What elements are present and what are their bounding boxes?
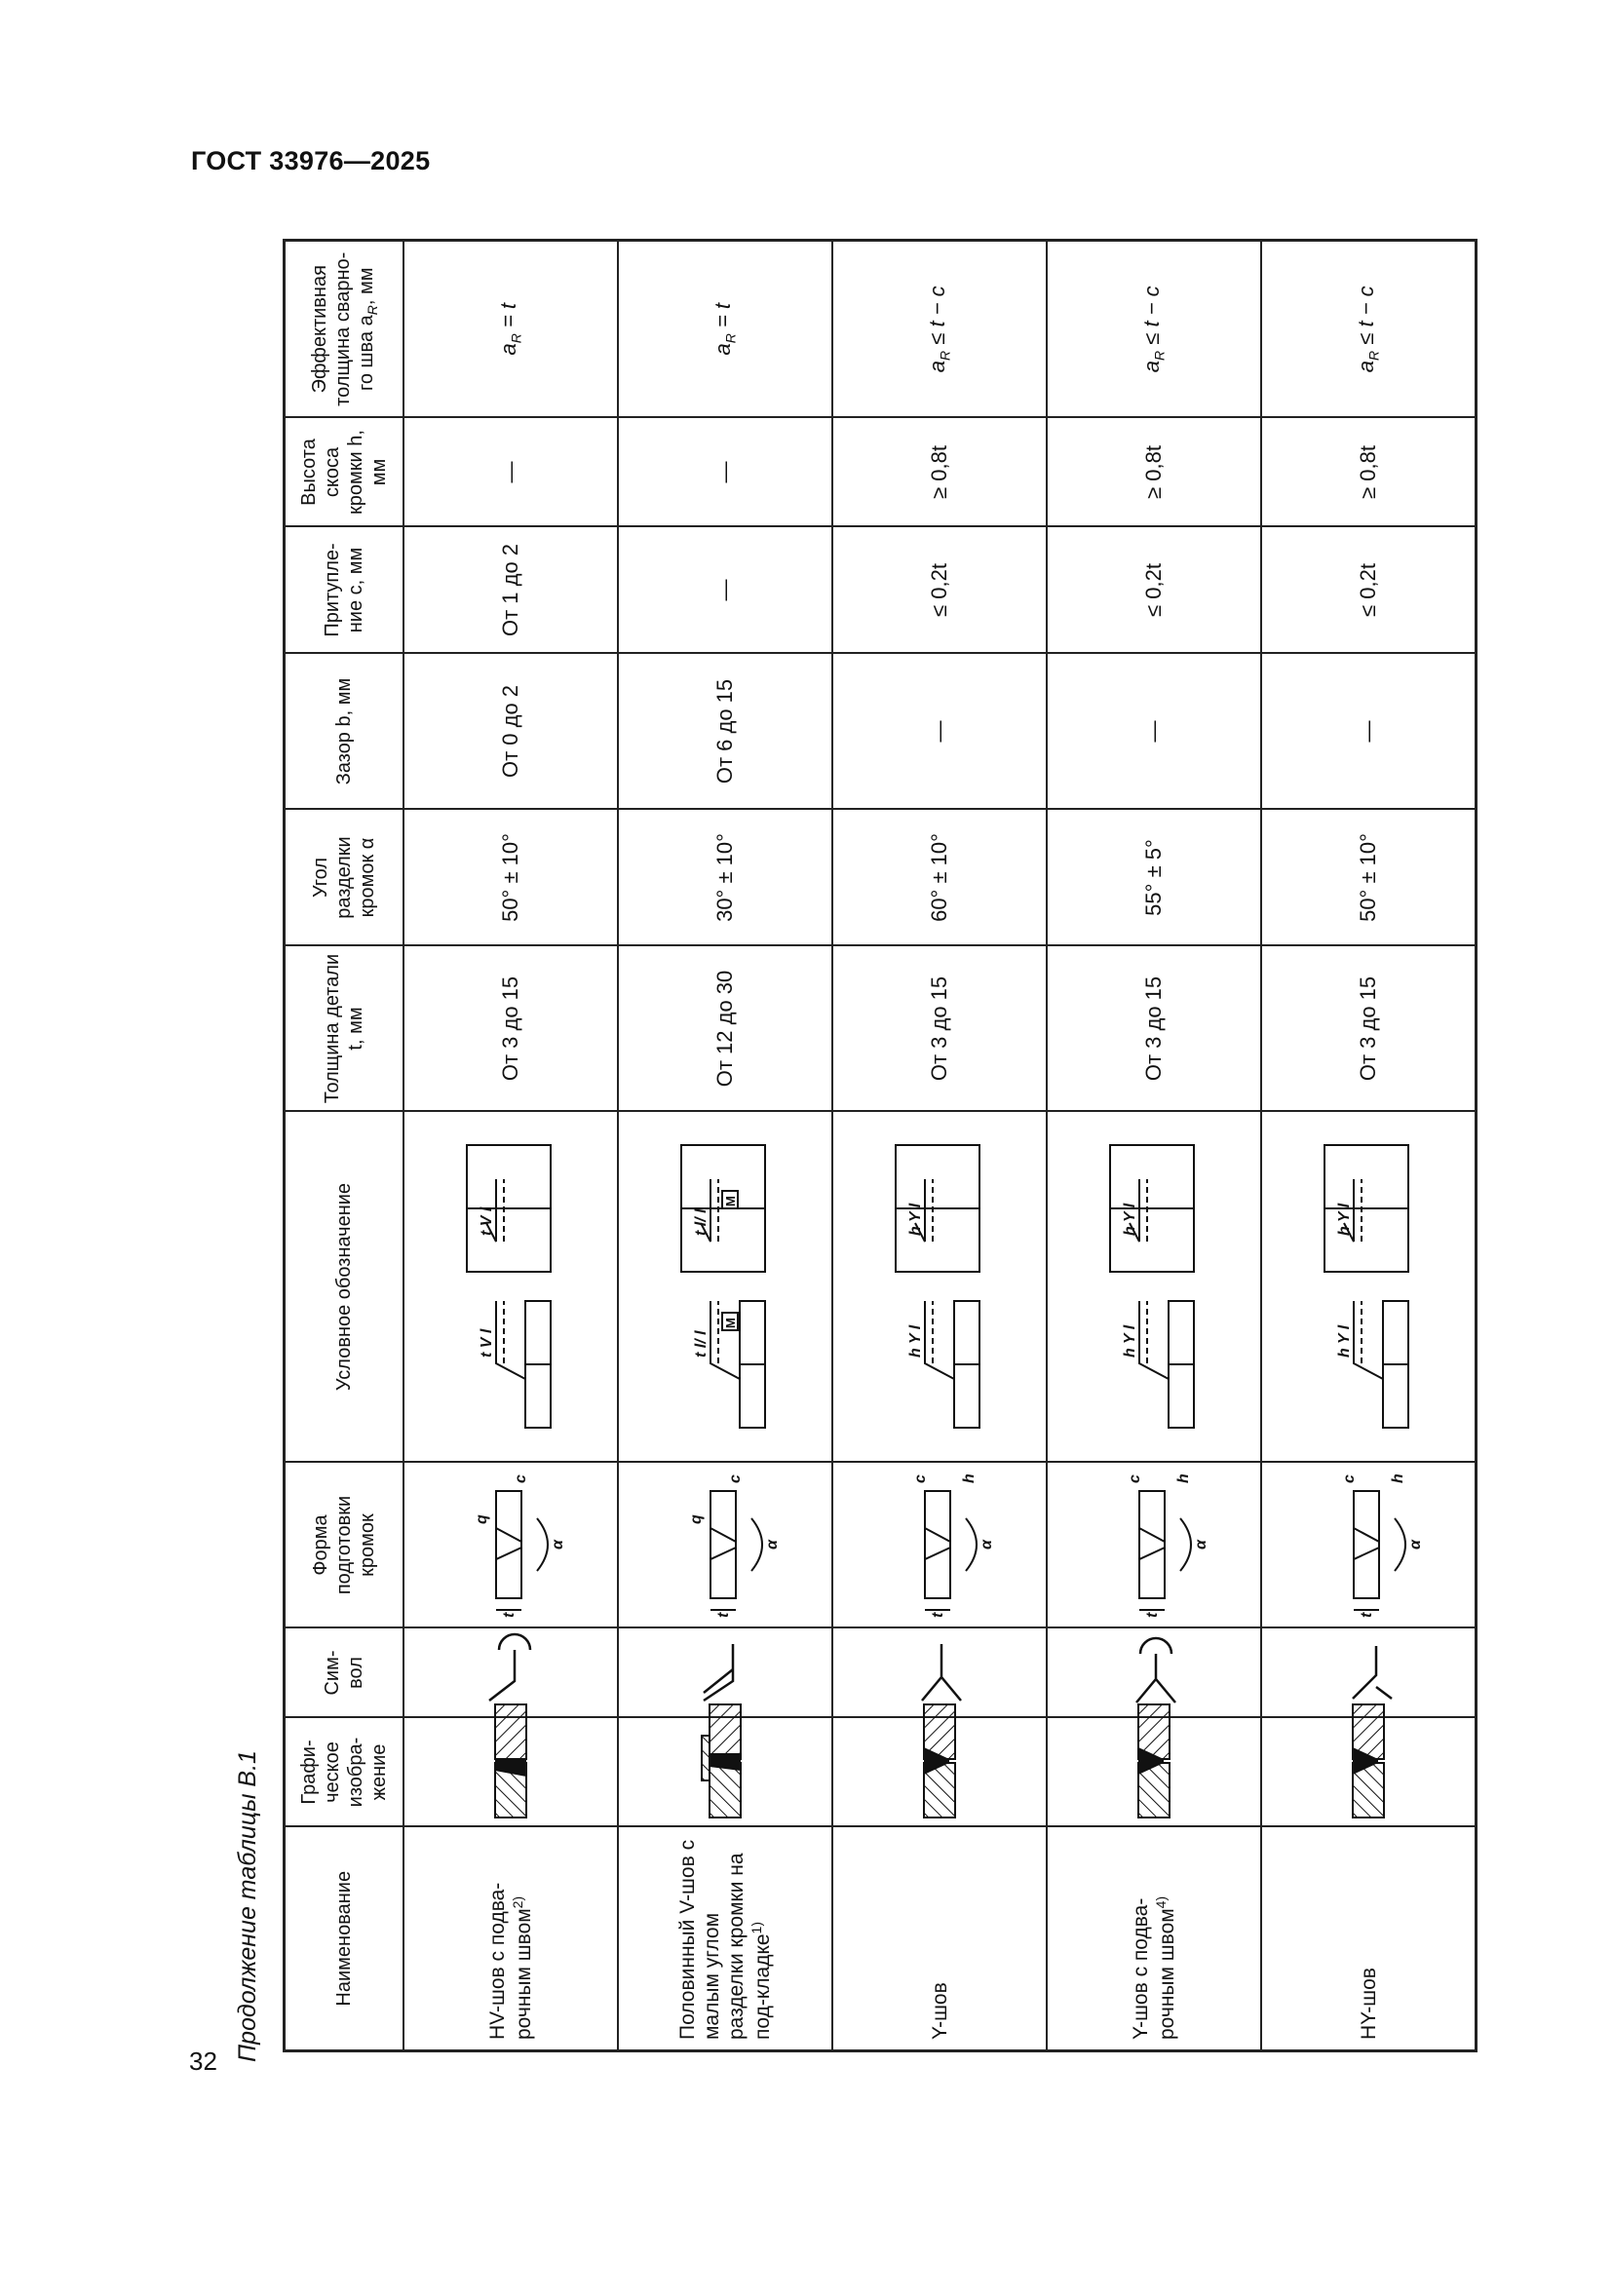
svg-text:t l/ l: t l/ l [693,1330,710,1358]
header-effective [285,241,404,418]
eff-prefix: a [496,343,521,356]
dim-t: t [930,1613,946,1619]
cell-thickness: От 3 до 15 [832,946,1047,1112]
row-name: Y-шов [929,1982,952,2040]
cell-graphic [403,1718,618,1827]
dim-alpha: α [1407,1540,1424,1550]
header-angle: Угол разделки кромок α [285,810,404,946]
row-name: Y-шов с подва-рочным швом [1129,1897,1178,2040]
dim-h: h [1175,1473,1192,1484]
eff-sub: R [937,350,953,361]
cell-gap: — [1047,654,1261,810]
cell-root: ≤ 0,2t [832,527,1047,654]
cell-name [1261,1827,1477,2051]
header-row [285,241,404,2051]
header-shape: Форма подготовки кромок [285,1463,404,1628]
svg-text:M: M [723,1196,738,1207]
eff-value: ≤ t − c [925,286,950,345]
eff-value: ≤ t − c [1139,286,1165,345]
table-row [1261,241,1477,2051]
cell-height: — [618,418,832,527]
cell-angle: 55° ± 5° [1047,810,1261,946]
svg-text:M: M [723,1318,738,1329]
cell-designation [403,1112,618,1463]
eff-sub: R [722,333,739,344]
dim-h: h [961,1473,978,1484]
cell-angle: 50° ± 10° [403,810,618,946]
svg-text:h Y l: h Y l [907,1204,924,1237]
svg-text:h Y l: h Y l [907,1325,924,1358]
cell-gap: — [1261,654,1477,810]
cell-thickness: От 12 до 30 [618,946,832,1112]
cell-height: ≥ 0,8t [1261,418,1477,527]
cell-effective [1047,241,1261,418]
cell-thickness: От 3 до 15 [403,946,618,1112]
dim-t: t [715,1613,732,1619]
cell-gap: От 6 до 15 [618,654,832,810]
cell-thickness: От 3 до 15 [1261,946,1477,1112]
row-name: HY-шов [1358,1968,1381,2040]
eff-prefix: a [710,343,736,356]
cell-name [1047,1827,1261,2051]
dim-q: q [688,1514,705,1525]
svg-text:h Y l: h Y l [1336,1204,1353,1237]
cell-shape [832,1463,1047,1628]
cell-height: — [403,418,618,527]
cell-designation [832,1112,1047,1463]
header-name: Наименование [285,1827,404,2051]
dim-c: c [1127,1474,1143,1484]
cell-angle: 30° ± 10° [618,810,832,946]
row-name: Половинный V-шов с малым углом разделки кромки на под-кладке [675,1839,775,2040]
eff-value: ≤ t − c [1354,286,1379,345]
table-row [618,241,832,2051]
cell-gap: — [832,654,1047,810]
dim-alpha: α [979,1540,995,1550]
rotated-table-block [226,230,1444,2296]
document-code: ГОСТ 33976—2025 [191,146,431,175]
svg-text:t V l: t V l [479,1329,495,1358]
cell-name [403,1827,618,2051]
cell-effective [1261,241,1477,418]
cell-graphic [1047,1718,1261,1827]
header-height: Высота скоса кромки h, мм [285,418,404,527]
cell-designation [618,1112,832,1463]
cell-angle: 60° ± 10° [832,810,1047,946]
cell-designation [1261,1112,1477,1463]
dim-h: h [1390,1473,1406,1484]
eff-sub: R [508,333,524,344]
dim-t: t [1144,1613,1161,1619]
cell-thickness: От 3 до 15 [1047,946,1261,1112]
svg-text:h Y l: h Y l [1122,1325,1138,1358]
header-eff-sub: R [364,305,380,316]
dim-alpha: α [550,1540,566,1550]
cell-designation [1047,1112,1261,1463]
eff-sub: R [1365,350,1382,361]
header-designation: Условное обозначение [285,1112,404,1463]
eff-value: = t [710,302,736,328]
eff-value: = t [496,302,521,328]
cell-name [832,1827,1047,2051]
table-caption: Продолжение таблицы В.1 [234,1750,261,2062]
row-note: 2) [510,1895,525,1909]
page-number: 32 [189,2047,217,2076]
row-name: HV-шов с подва-рочным швом [485,1882,535,2040]
cell-root: ≤ 0,2t [1047,527,1261,654]
dim-t: t [501,1613,518,1619]
eff-prefix: a [925,360,950,373]
dim-alpha: α [764,1540,781,1550]
cell-effective [832,241,1047,418]
header-gap: Зазор b, мм [285,654,404,810]
cell-height: ≥ 0,8t [1047,418,1261,527]
row-note: 4) [1153,1895,1169,1909]
cell-root: ≤ 0,2t [1261,527,1477,654]
row-note: 1) [748,1921,765,1934]
cell-shape [1047,1463,1261,1628]
dim-alpha: α [1193,1540,1209,1550]
cell-shape [403,1463,618,1628]
table-row [1047,241,1261,2051]
cell-gap: От 0 до 2 [403,654,618,810]
header-graphic: Графи-ческое изобра-жение [285,1718,404,1827]
svg-text:t l/ l: t l/ l [693,1208,710,1237]
cell-root: От 1 до 2 [403,527,618,654]
table-row [832,241,1047,2051]
cell-graphic [618,1718,832,1827]
svg-text:h Y l: h Y l [1122,1204,1138,1237]
table-wrapper [283,242,1501,2052]
header-root: Притупле-ние c, мм [285,527,404,654]
cell-shape [618,1463,832,1628]
dim-c: c [513,1474,529,1484]
cell-shape [1261,1463,1477,1628]
cell-effective [403,241,618,418]
dim-t: t [1359,1613,1375,1619]
table-row [403,241,618,2051]
eff-prefix: a [1354,360,1379,373]
cell-name [618,1827,832,2051]
eff-sub: R [1151,350,1168,361]
cell-height: ≥ 0,8t [832,418,1047,527]
cell-effective [618,241,832,418]
cell-root: — [618,527,832,654]
svg-text:t V l: t V l [479,1207,495,1237]
cell-graphic [1261,1718,1477,1827]
header-thickness: Толщина детали t, мм [285,946,404,1112]
header-symbol: Сим-вол [285,1628,404,1718]
dim-c: c [912,1474,929,1484]
weld-table [283,239,1478,2052]
eff-prefix: a [1139,360,1165,373]
header-eff-unit: , мм [355,267,377,306]
dim-c: c [1341,1474,1358,1484]
cell-graphic [832,1718,1047,1827]
dim-q: q [474,1514,490,1525]
cell-angle: 50° ± 10° [1261,810,1477,946]
header-eff-text: Эффективная толщина сварно-го шва a [308,251,377,406]
svg-text:h Y l: h Y l [1336,1325,1353,1358]
dim-c: c [727,1474,744,1484]
